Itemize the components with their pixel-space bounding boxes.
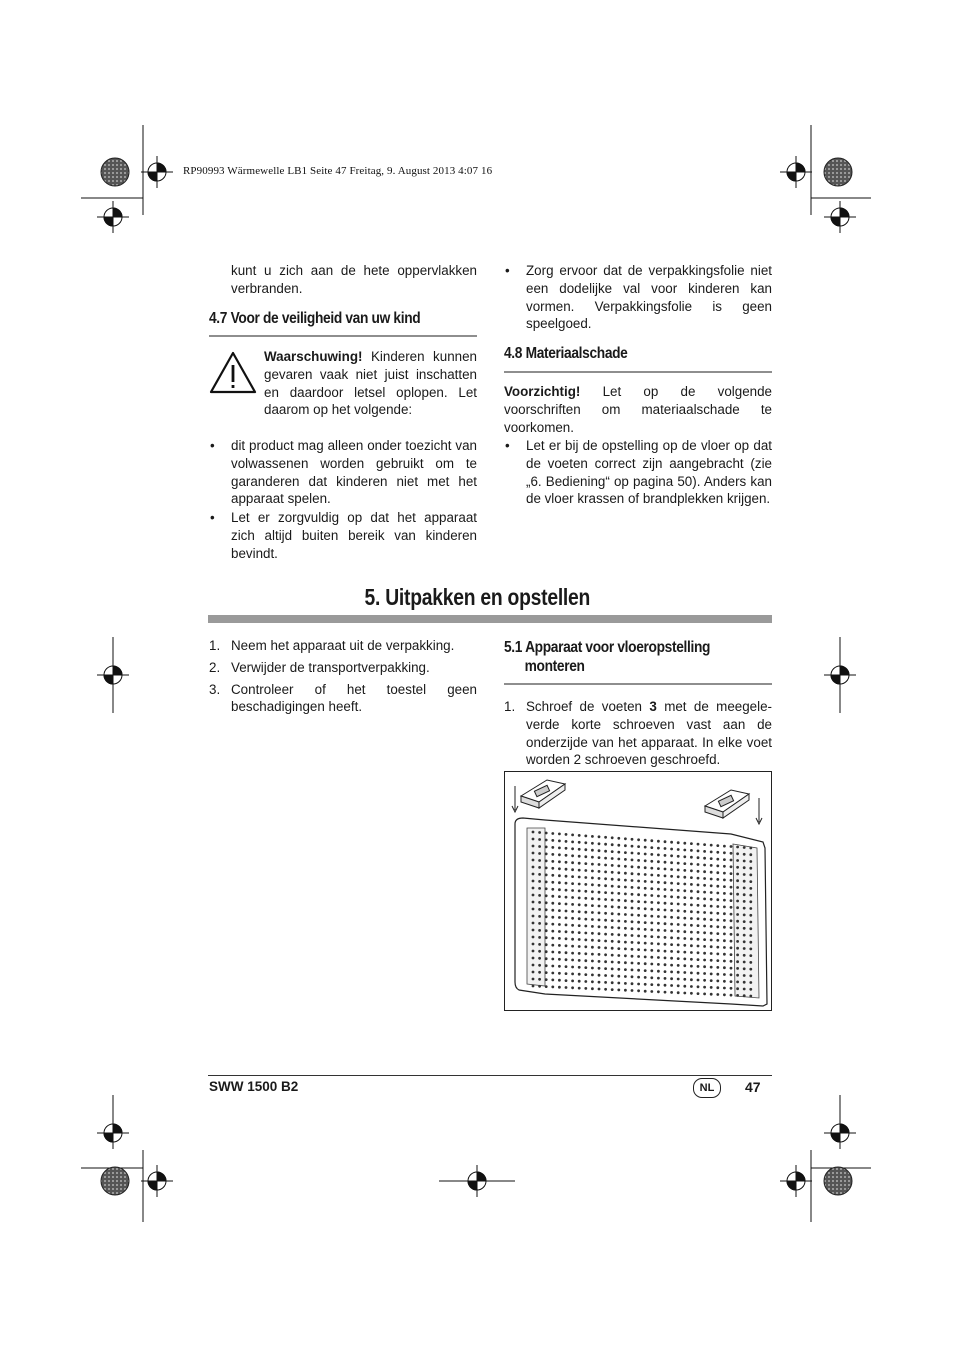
list-item: 2. Verwijder de transportverpakking. — [209, 659, 430, 675]
section-title-4-7: 4.7 Voor de veiligheid van uw kind — [209, 310, 421, 327]
caution-paragraph — [504, 383, 772, 436]
model-number: SWW 1500 B2 — [209, 1079, 299, 1094]
caution-label: Voorzichtig! — [504, 384, 581, 399]
caution-text: Let op de volgende voorschriften om materiaalschade te voorkomen. — [504, 384, 772, 435]
warning-label: Waarschuwing! — [264, 349, 363, 364]
print-slug: RP90993 Wärmewelle LB1 Seite 47 Freitag, 9. August 2013 4:07 16 — [183, 165, 493, 177]
chapter-title: 5. Uitpakken en opstellen — [364, 584, 590, 610]
section-rule — [209, 335, 477, 337]
list-item: 3. Controleer of het toestel geen beschadigingen heeft. — [209, 681, 477, 715]
unpack-steps — [209, 637, 477, 716]
mount-steps — [504, 698, 772, 769]
warning-triangle-icon — [209, 351, 257, 394]
chapter-rule — [208, 615, 772, 623]
material-damage-list — [504, 437, 772, 508]
packaging-list — [504, 262, 772, 333]
list-item: • Zorg ervoor dat de verpakkingsfolie niet een dodelijke val voor kinderen kan vormen. Verpakkingsfolie is geen speelgoed. — [504, 262, 772, 333]
heater-feet-illustration — [504, 771, 772, 1011]
list-item: 1. Neem het apparaat uit de verpakking. — [209, 638, 455, 653]
footer-rule — [208, 1075, 772, 1076]
language-badge: NL — [693, 1078, 721, 1098]
heater-drawing — [505, 772, 771, 1010]
section-rule — [504, 683, 772, 685]
section-title-4-8: 4.8 Materiaalschade — [504, 345, 628, 362]
page-number: 47 — [745, 1079, 761, 1095]
section-rule — [504, 371, 772, 373]
warning-text: Kinderen kunnen gevaren vaak niet juist inschatten en daardoor letsel oplopen. Let daarom op het volgende: — [264, 349, 477, 418]
warning-paragraph — [264, 348, 477, 419]
list-item: • dit product mag alleen onder toezicht van volwassenen worden gebruikt om te garanderen dat kinderen niet met het apparaat spelen. — [209, 437, 477, 508]
list-item: 1. Schroef de voeten 3 met de meegele-verde korte schroeven vast aan de onderzijde van het apparaat. In elke voet worden 2 schroeven geschroefd. — [504, 699, 772, 768]
intro-text: kunt u zich aan de hete oppervlakken verbranden. — [231, 263, 477, 296]
child-safety-list — [209, 437, 477, 563]
list-item: • Let er bij de opstelling op de vloer op dat de voeten correct zijn aangebracht (zie „6. Bediening“ op pagina 50). Anders kan de vloer krassen of brandplekken krijgen. — [504, 437, 772, 508]
section-title-5-1: 5.1 Apparaat voor vloeropstelling monteren — [504, 639, 711, 675]
list-item: • Let er zorgvuldig op dat het apparaat zich altijd buiten bereik van kinderen bevindt. — [209, 509, 477, 562]
